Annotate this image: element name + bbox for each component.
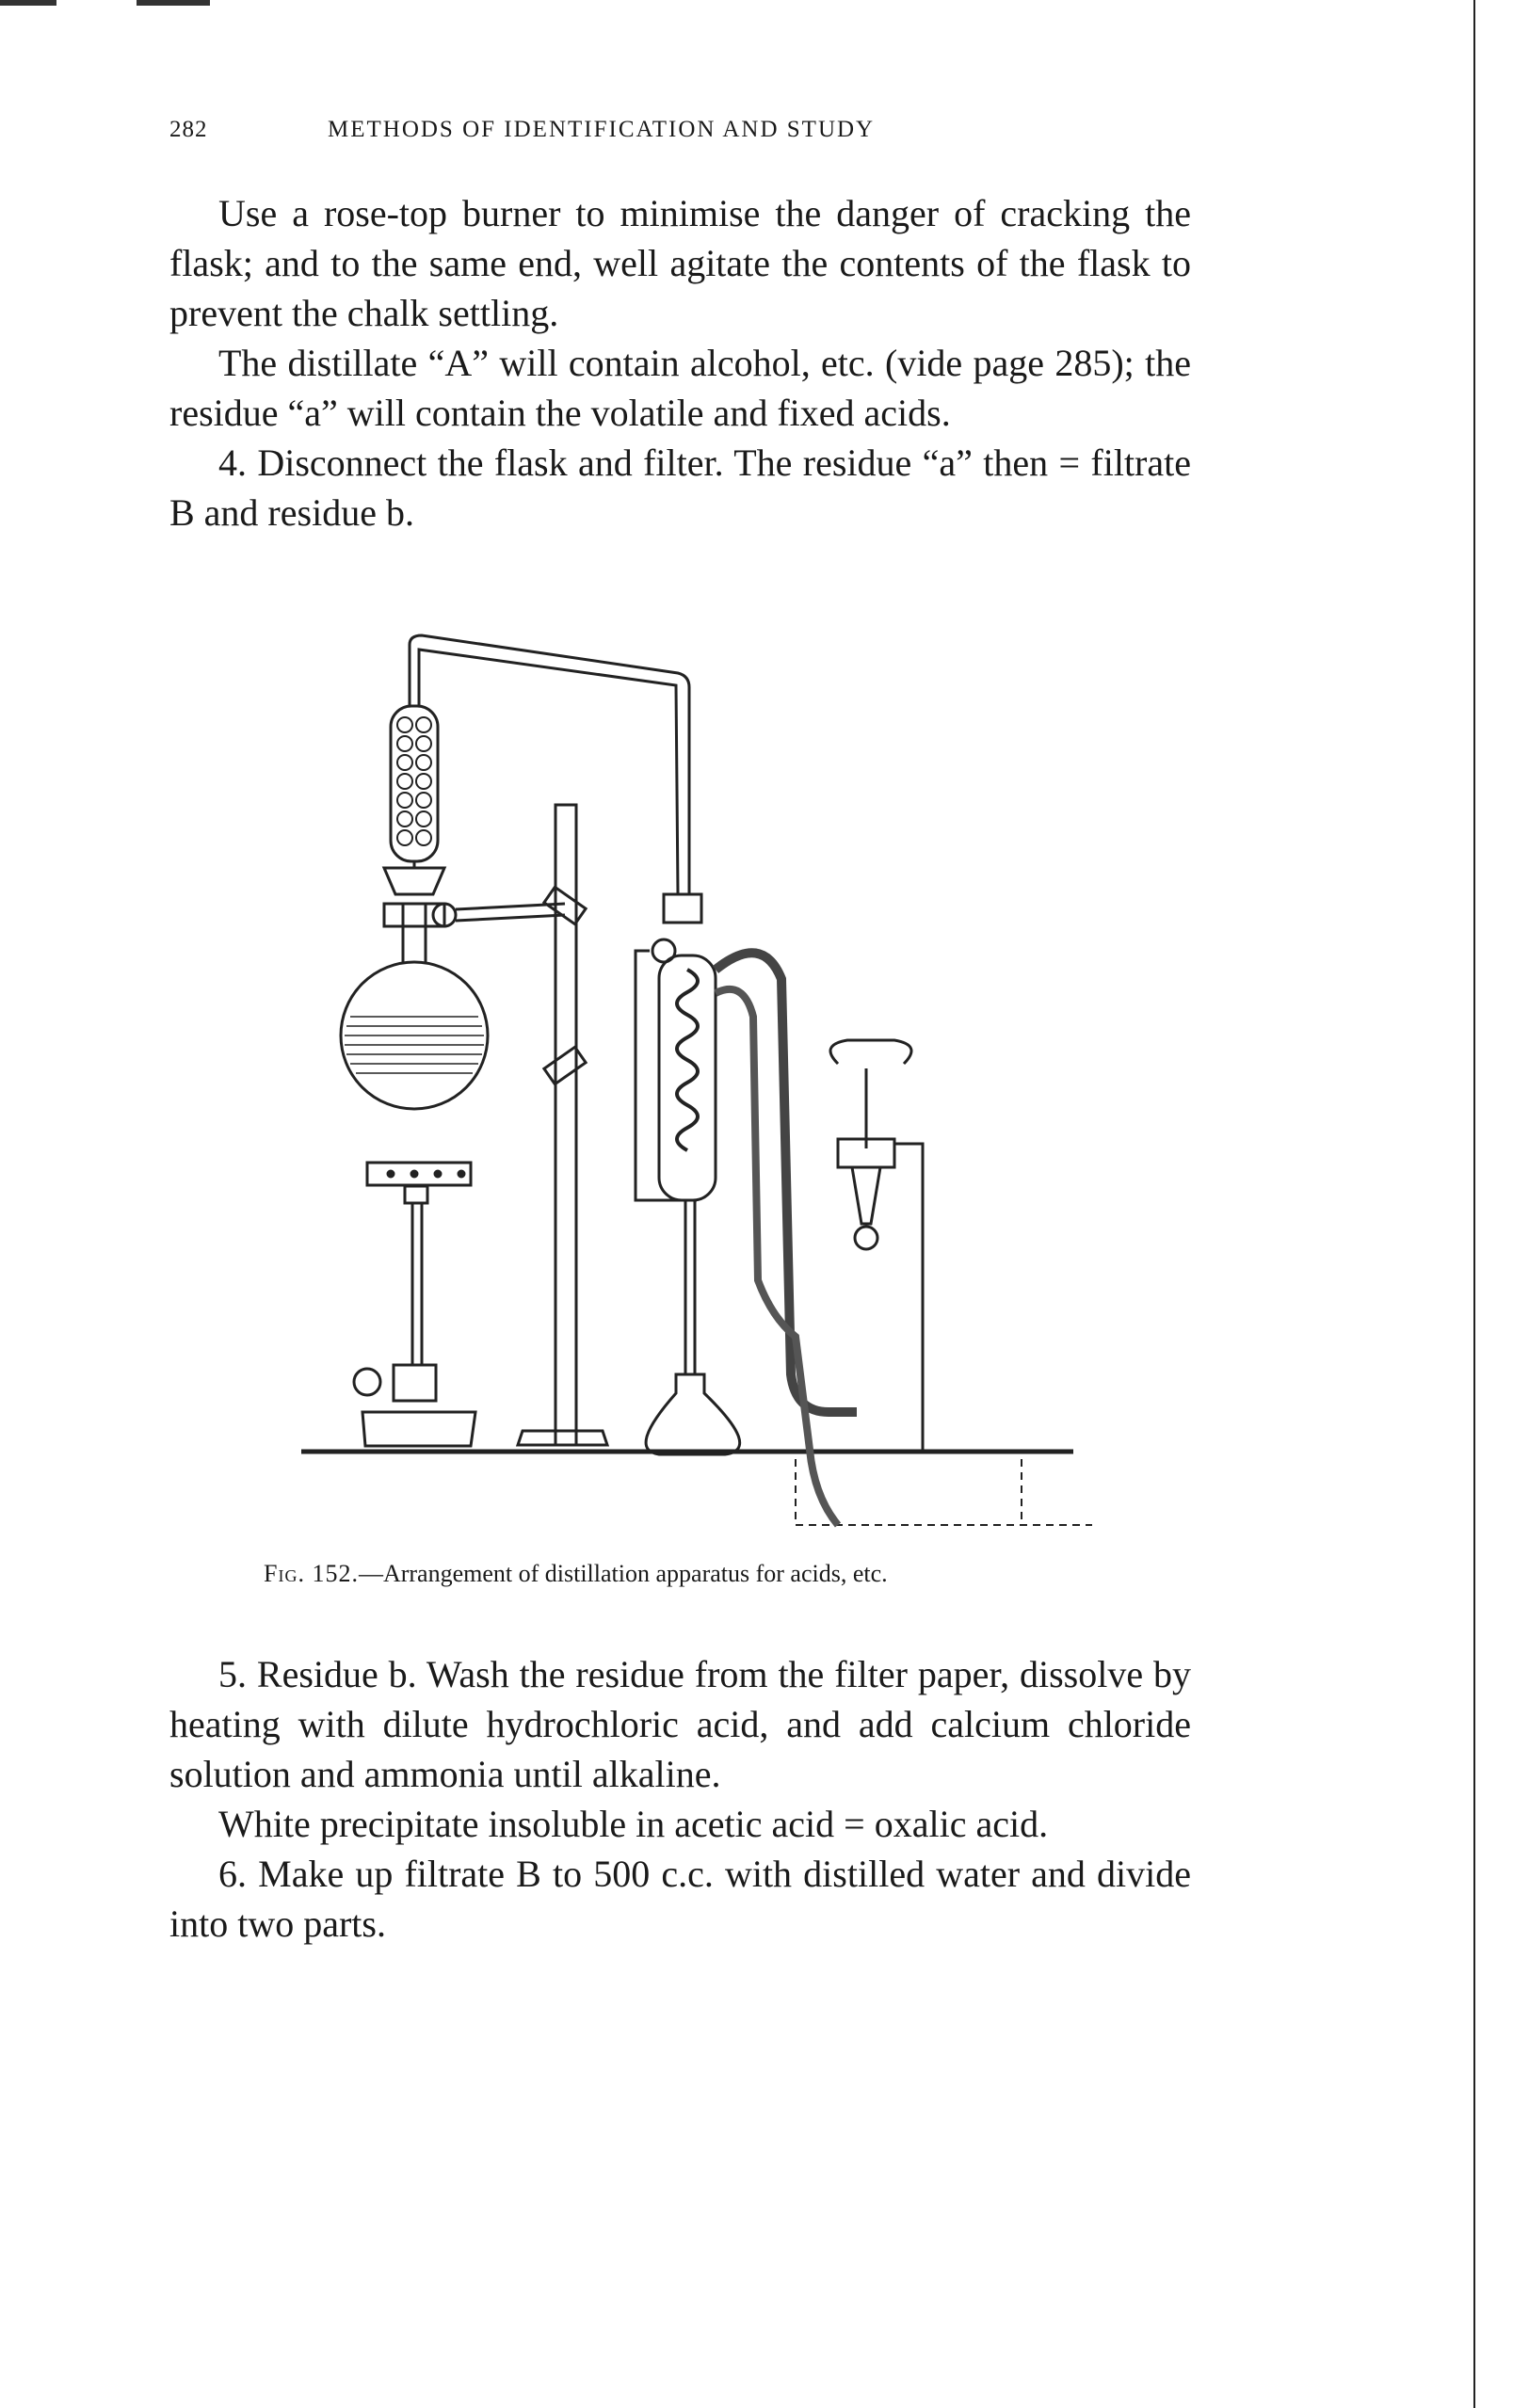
running-title: METHODS OF IDENTIFICATION AND STUDY [328,117,876,142]
scan-edge-mark [1473,0,1475,2408]
scan-edge-mark [137,0,210,6]
paragraph: Use a rose-top burner to minimise the danger of cracking the flask; and to the same end, well agitate the contents of the flask to prevent the chalk settling. [169,192,1191,334]
burner-top [367,1163,471,1185]
paragraph: 6. Make up filtrate B to 500 c.c. with distilled water and divide into two parts. [169,1853,1191,1945]
scan-edge-mark [0,0,56,6]
paragraph: 4. Disconnect the flask and filter. The residue “a” then = filtrate B and residue b. [169,441,1191,534]
paragraph: 5. Residue b. Wash the residue from the filter paper, dissolve by heating with dilute hydrochloric acid, and add calcium chloride solution and ammonia until alkaline. [169,1653,1191,1795]
tap-handle [830,1040,911,1064]
body-text-top [169,188,1191,538]
page-number: 282 [169,117,208,142]
figure-caption [264,1560,1111,1588]
distillation-apparatus-figure [282,621,1092,1553]
body-text-bottom [169,1649,1191,1949]
flask-stopper [384,868,444,894]
paragraph: The distillate “A” will contain alcohol, etc. (vide page 285); the residue “a” will contain the volatile and fixed acids. [169,342,1191,434]
figure-caption-text: —Arrangement of distillation apparatus for acids, etc. [358,1560,888,1587]
condenser-stopper [664,894,701,923]
burner-base [362,1412,475,1446]
condenser-coil [677,970,698,1150]
receiver-flask [646,1374,740,1454]
paragraph: White precipitate insoluble in acetic acid = oxalic acid. [218,1803,1049,1845]
water-inlet-tube [716,989,838,1525]
figure-label: Fig. 152. [264,1560,359,1587]
water-outlet-tube [716,953,857,1412]
